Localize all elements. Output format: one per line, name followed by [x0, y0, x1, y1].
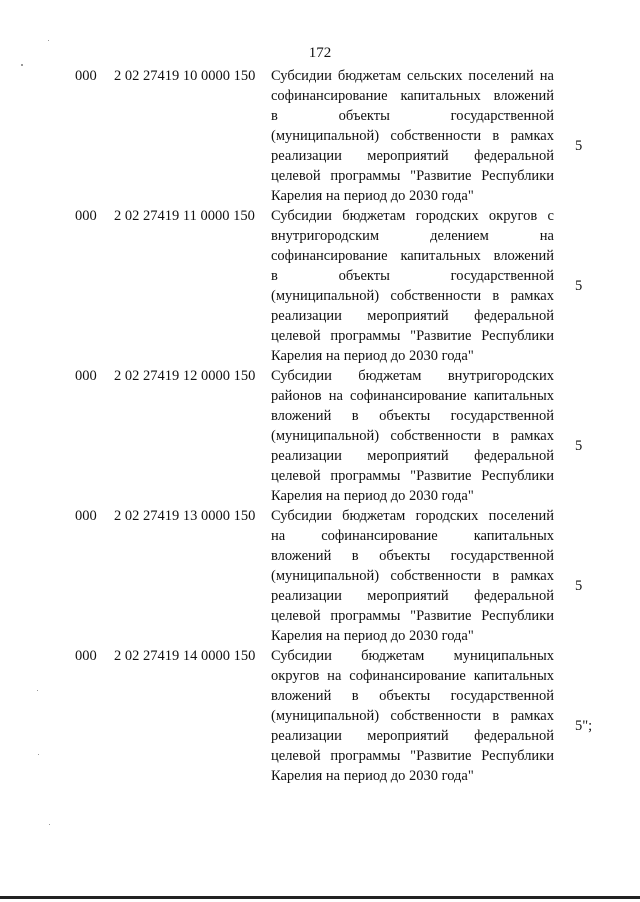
admin-code: 000 — [75, 68, 97, 84]
revenue-description — [271, 506, 554, 646]
description-line: Карелия на период до 2030 года" — [271, 488, 474, 504]
amount-value: 5"; — [575, 718, 593, 734]
description-line: реализации мероприятий федеральной — [271, 588, 554, 604]
description-line: (муниципальной) собственности в рамках — [271, 568, 554, 584]
revenue-table — [0, 66, 640, 786]
description-line: вложений в объекты государственной — [271, 548, 554, 564]
kbk-code: 2 02 27419 13 0000 150 — [114, 508, 256, 524]
table-row — [0, 506, 640, 646]
table-row — [0, 646, 640, 786]
table-row — [0, 66, 640, 206]
scan-speck — [49, 824, 50, 825]
description-line: реализации мероприятий федеральной — [271, 448, 554, 464]
amount-value: 5 — [575, 138, 583, 154]
description-line: реализации мероприятий федеральной — [271, 148, 554, 164]
description-line: вложений в объекты государственной — [271, 688, 554, 704]
description-line: Субсидии бюджетам сельских поселений на — [271, 68, 554, 84]
description-line: внутригородским делением на — [271, 228, 554, 244]
description-line: целевой программы "Развитие Республики — [271, 468, 554, 484]
scan-speck — [37, 690, 38, 691]
revenue-description — [271, 366, 554, 506]
description-line: Карелия на период до 2030 года" — [271, 768, 474, 784]
revenue-description — [271, 66, 554, 206]
description-line: округов на софинансирование капитальных — [271, 668, 554, 684]
kbk-code: 2 02 27419 10 0000 150 — [114, 68, 256, 84]
admin-code: 000 — [75, 648, 97, 664]
description-line: реализации мероприятий федеральной — [271, 308, 554, 324]
description-line: целевой программы "Развитие Республики — [271, 328, 554, 344]
scan-speck — [48, 40, 49, 41]
description-line: Субсидии бюджетам внутригородских — [271, 368, 554, 384]
description-line: (муниципальной) собственности в рамках — [271, 708, 554, 724]
description-line: Субсидии бюджетам городских поселений — [271, 508, 554, 524]
description-line: целевой программы "Развитие Республики — [271, 608, 554, 624]
description-line: в объекты государственной — [271, 108, 554, 124]
description-line: целевой программы "Развитие Республики — [271, 748, 554, 764]
description-line: Карелия на период до 2030 года" — [271, 628, 474, 644]
description-line: (муниципальной) собственности в рамках — [271, 288, 554, 304]
scan-speck — [21, 64, 23, 66]
admin-code: 000 — [75, 368, 97, 384]
description-line: Карелия на период до 2030 года" — [271, 188, 474, 204]
description-line: целевой программы "Развитие Республики — [271, 168, 554, 184]
description-line: вложений в объекты государственной — [271, 408, 554, 424]
description-line: на софинансирование капитальных — [271, 528, 554, 544]
amount-value: 5 — [575, 278, 583, 294]
description-line: (муниципальной) собственности в рамках — [271, 428, 554, 444]
amount-value: 5 — [575, 438, 583, 454]
description-line: Карелия на период до 2030 года" — [271, 348, 474, 364]
revenue-description — [271, 206, 554, 366]
description-line: софинансирование капитальных вложений — [271, 248, 554, 264]
description-line: софинансирование капитальных вложений — [271, 88, 554, 104]
table-row — [0, 366, 640, 506]
revenue-description — [271, 646, 554, 786]
description-line: районов на софинансирование капитальных — [271, 388, 554, 404]
kbk-code: 2 02 27419 11 0000 150 — [114, 208, 255, 224]
description-line: Субсидии бюджетам муниципальных — [271, 648, 554, 664]
description-line: Субсидии бюджетам городских округов с — [271, 208, 554, 224]
table-row — [0, 206, 640, 366]
admin-code: 000 — [75, 508, 97, 524]
scan-speck — [38, 754, 39, 755]
description-line: реализации мероприятий федеральной — [271, 728, 554, 744]
description-line: (муниципальной) собственности в рамках — [271, 128, 554, 144]
kbk-code: 2 02 27419 12 0000 150 — [114, 368, 256, 384]
page-number: 172 — [308, 45, 332, 61]
kbk-code: 2 02 27419 14 0000 150 — [114, 648, 256, 664]
amount-value: 5 — [575, 578, 583, 594]
admin-code: 000 — [75, 208, 97, 224]
description-line: в объекты государственной — [271, 268, 554, 284]
scan-bottom-edge — [0, 896, 640, 899]
